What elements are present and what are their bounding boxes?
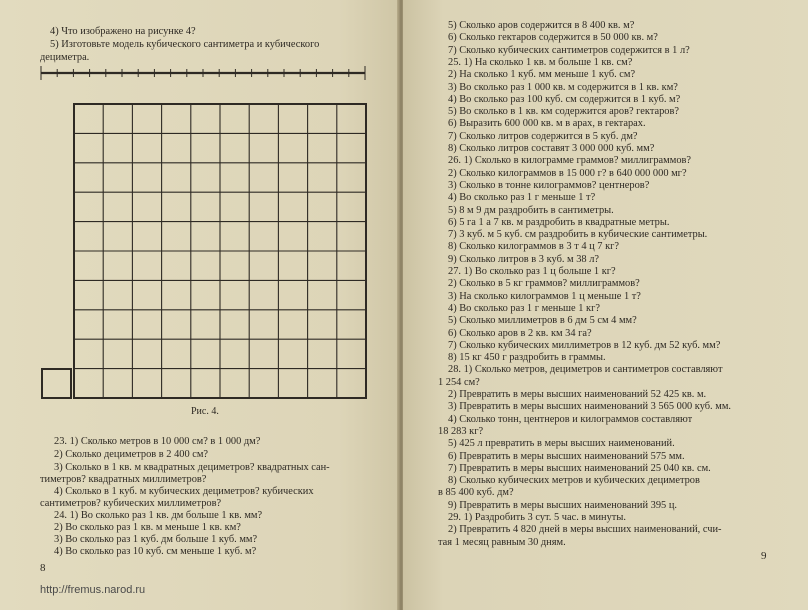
right-line-21: 27. 1) Во сколько раз 1 ц больше 1 кг? (448, 266, 616, 277)
right-line-14: 3) Сколько в тонне килограммов? центнеров? (448, 179, 650, 191)
left-line-8: 2) Во сколько раз 1 кв. м меньше 1 кв. км? (54, 522, 241, 533)
left-top-line-2: 5) Изготовьте модель кубического сантиметра и кубического (50, 39, 320, 50)
left-line-4: тиметров? квадратных миллиметров? (40, 474, 207, 485)
watermark-link[interactable]: http://fremus.narod.ru (40, 584, 146, 596)
right-line-4: 25. 1) На сколько 1 кв. м больше 1 кв. см? (448, 56, 633, 68)
right-line-35: 5) 425 л превратить в меры высших наименований. (448, 438, 675, 450)
ruler (41, 66, 365, 80)
right-line-34: 18 283 кг? (438, 425, 484, 437)
right-line-26: 6) Сколько аров в 2 кв. км 34 га? (448, 327, 592, 339)
right-line-36: 6) Превратить в меры высших наименований 575 мм. (448, 450, 685, 462)
right-line-6: 3) Во сколько раз 1 000 кв. м содержится в 1 кв. км? (448, 81, 678, 93)
right-line-22: 2) Сколько в 5 кг граммов? миллиграммов? (448, 278, 640, 290)
right-line-39: в 85 400 куб. дм? (438, 487, 514, 499)
right-line-20: 9) Сколько литров в 3 куб. м 38 л? (448, 253, 600, 265)
small-square (42, 369, 71, 398)
right-line-1: 5) Сколько аров содержится в 8 400 кв. м? (448, 20, 635, 31)
figure-4 (0, 0, 399, 420)
right-line-10: 7) Сколько литров содержится в 5 куб. дм? (448, 130, 638, 142)
right-line-2: 6) Сколько гектаров содержится в 50 000 кв. м? (448, 32, 658, 44)
right-line-42: 2) Превратить 4 820 дней в меры высших наименований, счи- (448, 524, 722, 536)
left-line-9: 3) Во сколько раз 1 куб. дм больше 1 куб. мм? (54, 534, 258, 545)
right-line-41: 29. 1) Раздробить 3 сут. 5 час. в минуты. (448, 512, 626, 523)
left-top-line-3: дециметра. (40, 52, 90, 63)
right-line-31: 2) Превратить в меры высших наименований 52 425 кв. м. (448, 389, 707, 400)
left-top-line-1: 4) Что изображено на рисунке 4? (50, 26, 196, 37)
left-line-3: 3) Сколько в 1 кв. м квадратных дециметров? квадратных сан- (54, 462, 330, 473)
right-line-11: 8) Сколько литров составят 3 000 000 куб. мм? (448, 143, 655, 154)
right-line-15: 4) Во сколько раз 1 г меньше 1 т? (448, 192, 596, 204)
right-line-13: 2) Сколько килограммов в 15 000 г? в 640 000 000 мг? (448, 167, 687, 179)
figure-caption: Рис. 4. (191, 406, 219, 417)
right-line-43: тая 1 месяц равным 30 дням. (438, 536, 566, 548)
right-line-29: 28. 1) Сколько метров, дециметров и сантиметров составляют (448, 364, 723, 376)
right-line-12: 26. 1) Сколько в килограмме граммов? миллиграммов? (448, 155, 692, 167)
left-page-number: 8 (40, 562, 46, 574)
right-line-33: 4) Сколько тонн, центнеров и килограммов составляют (448, 413, 693, 425)
right-line-27: 7) Сколько кубических миллиметров в 12 куб. дм 52 куб. мм? (448, 339, 721, 351)
right-page-number: 9 (761, 550, 767, 562)
left-line-1: 23. 1) Сколько метров в 10 000 см? в 1 000 дм? (54, 436, 261, 447)
right-line-40: 9) Превратить в меры высших наименований 395 ц. (448, 499, 677, 511)
right-line-9: 6) Выразить 600 000 кв. м в арах, в гектарах. (448, 118, 646, 130)
right-line-24: 4) Во сколько раз 1 г меньше 1 кг? (448, 302, 600, 314)
left-line-2: 2) Сколько дециметров в 2 400 см? (54, 449, 209, 460)
right-line-32: 3) Превратить в меры высших наименований 3 565 000 куб. мм. (448, 401, 731, 413)
right-line-7: 4) Во сколько раз 100 куб. см содержится в 1 куб. м? (448, 93, 681, 105)
left-line-7: 24. 1) Во сколько раз 1 кв. дм больше 1 кв. мм? (54, 510, 263, 521)
right-line-5: 2) На сколько 1 куб. мм меньше 1 куб. см? (448, 69, 636, 81)
left-page (0, 0, 399, 610)
right-line-30: 1 254 см? (438, 376, 480, 388)
right-line-3: 7) Сколько кубических сантиметров содержится в 1 л? (448, 44, 690, 56)
right-line-38: 8) Сколько кубических метров и кубических дециметров (448, 475, 700, 487)
right-line-37: 7) Превратить в меры высших наименований 25 040 кв. см. (448, 462, 711, 474)
left-line-6: сантиметров? кубических миллиметров? (40, 498, 222, 509)
square-grid (74, 104, 366, 398)
right-line-18: 7) 3 куб. м 5 куб. см раздробить в кубические сантиметры. (448, 229, 708, 241)
right-line-23: 3) На сколько килограммов 1 ц меньше 1 т? (448, 290, 641, 302)
right-page (403, 0, 808, 610)
right-line-28: 8) 15 кг 450 г раздробить в граммы. (448, 352, 606, 364)
right-line-16: 5) 8 м 9 дм раздробить в сантиметры. (448, 204, 614, 216)
right-line-8: 5) Во сколько в 1 кв. км содержится аров? гектаров? (448, 106, 680, 118)
right-line-19: 8) Сколько килограммов в 3 т 4 ц 7 кг? (448, 241, 620, 253)
left-line-10: 4) Во сколько раз 10 куб. см меньше 1 куб. м? (54, 546, 257, 557)
right-line-25: 5) Сколько миллиметров в 6 дм 5 см 4 мм? (448, 315, 637, 327)
left-line-5: 4) Сколько в 1 куб. м кубических дециметров? кубических (54, 486, 314, 497)
right-line-17: 6) 5 га 1 а 7 кв. м раздробить в квадратные метры. (448, 216, 670, 228)
